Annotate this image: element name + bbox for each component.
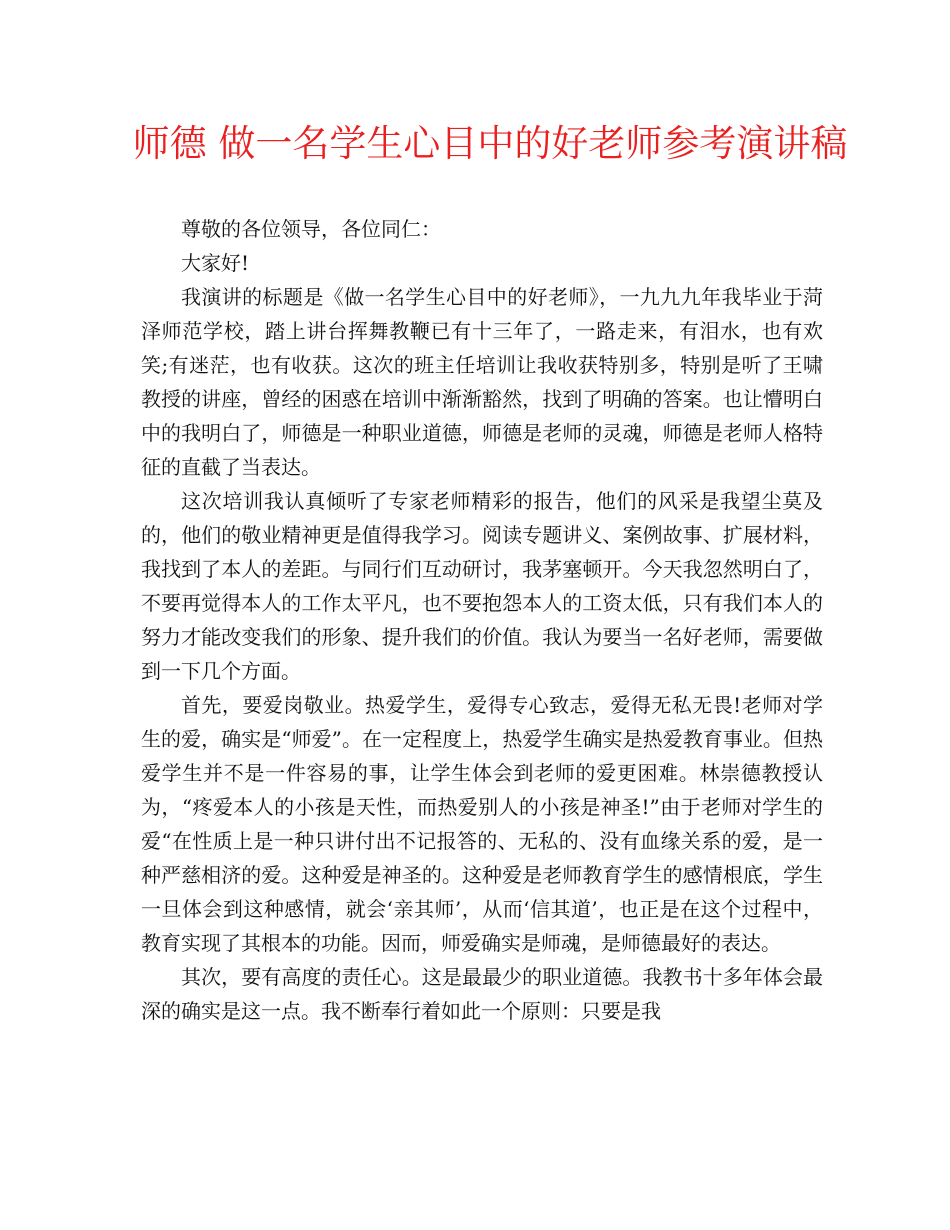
paragraph: 其次，要有高度的责任心。这是最最少的职业道德。我教书十多年体会最深的确实是这一点。我不断奉行着如此一个原则：只要是我 — [141, 965, 823, 1023]
paragraph: 我演讲的标题是《做一名学生心目中的好老师》，一九九九年我毕业于菏泽师范学校，踏上讲台挥舞教鞭已有十三年了，一路走来，有泪水，也有欢笑;有迷茫，也有收获。这次的班主任培训让我收获特别多，特别是听了王啸教授的讲座，曾经的困惑在培训中渐渐豁然，找到了明确的答案。也让懵明白中的我明白了，师德是一种职业道德，师德是老师的灵魂，师德是老师人格特征的直截了当表达。 — [141, 285, 823, 479]
paragraph: 这次培训我认真倾听了专家老师精彩的报告，他们的风采是我望尘莫及的，他们的敬业精神更是值得我学习。阅读专题讲义、案例故事、扩展材料，我找到了本人的差距。与同行们互动研讨，我茅塞顿开。今天我忽然明白了，不要再觉得本人的工作太平凡，也不要抱怨本人的工资太低，只有我们本人的努力才能改变我们的形象、提升我们的价值。我认为要当一名好老师，需要做到一下几个方面。 — [141, 489, 823, 683]
greeting: 大家好! — [181, 251, 250, 275]
paragraph: 首先，要爱岗敬业。热爱学生，爱得专心致志，爱得无私无畏!老师对学生的爱，确实是“师爱”。在一定程度上，热爱学生确实是热爱教育事业。但热爱学生并不是一件容易的事，让学生体会到老师的爱更困难。林崇德教授认为，“疼爱本人的小孩是天性，而热爱别人的小孩是神圣!”由于老师对学生的爱“在性质上是一种只讲付出不记报答的、无私的、没有血缘关系的爱，是一种严慈相济的爱。这种爱是神圣的。这种爱是老师教育学生的感情根底，学生一旦体会到这种感情，就会‘亲其师’，从而‘信其道’，也正是在这个过程中，教育实现了其根本的功能。因而，师爱确实是师魂，是师德最好的表达。 — [141, 693, 823, 955]
salutation: 尊敬的各位领导，各位同仁： — [181, 217, 441, 241]
document-body — [141, 212, 823, 1028]
document-title: 师德 做一名学生心目中的好老师参考演讲稿 — [132, 122, 848, 165]
